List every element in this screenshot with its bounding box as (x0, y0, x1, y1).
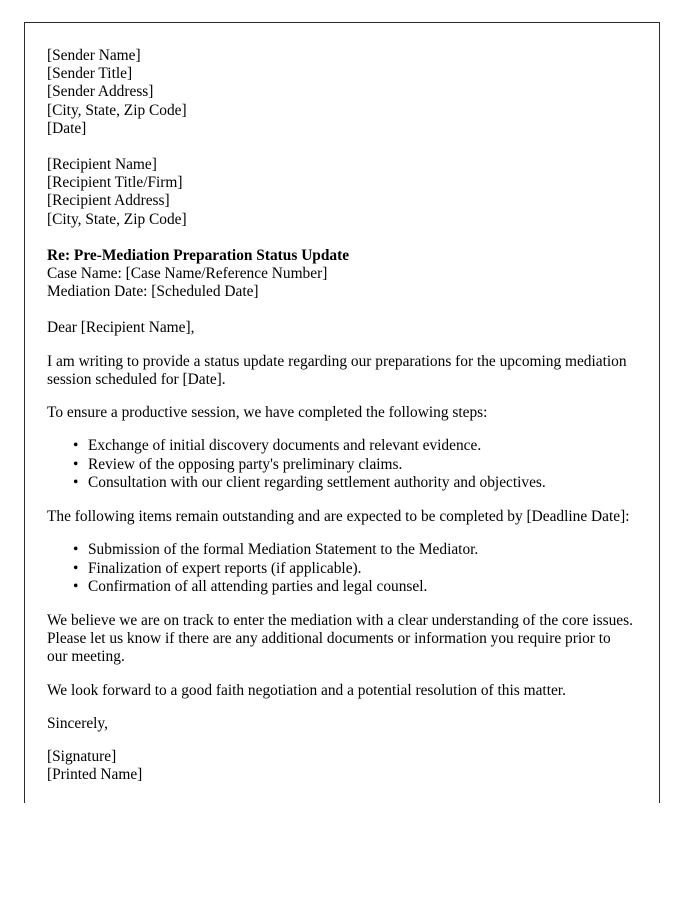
spacer-before-outstanding-list (47, 526, 633, 541)
sender-title: [Sender Title] (47, 65, 133, 83)
outstanding-item-text: Submission of the formal Mediation Statement to the Mediator. (88, 541, 479, 559)
list-item (47, 578, 633, 597)
outstanding-items-list (47, 541, 633, 597)
recipient-name: [Recipient Name] (47, 156, 157, 174)
recipient-title-firm: [Recipient Title/Firm] (47, 174, 183, 192)
spacer-before-completed-list (47, 422, 633, 437)
list-item (47, 560, 633, 579)
completed-step-text: Review of the opposing party's preliminary claims. (88, 455, 403, 473)
sender-name: [Sender Name] (47, 47, 141, 64)
list-item (47, 437, 633, 456)
spacer-after-salutation (47, 338, 633, 353)
printed-name-placeholder: [Printed Name] (47, 766, 143, 784)
outstanding-item-text: Confirmation of all attending parties and legal counsel. (88, 578, 428, 596)
signature-placeholder: [Signature] (47, 748, 117, 766)
recipient-city-state-zip: [City, State, Zip Code] (47, 210, 187, 228)
list-item (47, 456, 633, 475)
spacer-after-sender (47, 138, 633, 156)
list-item (47, 541, 633, 560)
completed-step-text: Consultation with our client regarding settlement authority and objectives. (88, 474, 546, 492)
paragraph-on-track: We believe we are on track to enter the mediation with a clear understanding of the core issues. Please let us know if there are any additional documents or information you require prior to our meeting. (47, 612, 633, 666)
sender-city-state-zip: [City, State, Zip Code] (47, 101, 187, 119)
paragraph-closing-statement: We look forward to a good faith negotiation and a potential resolution of this matter. (47, 681, 566, 699)
letter-body (47, 47, 633, 784)
spacer-before-closing (47, 700, 633, 715)
salutation: Dear [Recipient Name], (47, 319, 195, 337)
spacer-after-recipient (47, 229, 633, 247)
spacer-after-paragraph-intro (47, 389, 633, 404)
case-name-line: Case Name: [Case Name/Reference Number] (47, 265, 328, 283)
spacer-after-paragraph-on-track (47, 667, 633, 682)
paragraph-completed-lead-in: To ensure a productive session, we have completed the following steps: (47, 404, 488, 422)
spacer-after-outstanding-list (47, 597, 633, 612)
outstanding-item-text: Finalization of expert reports (if applicable). (88, 559, 362, 577)
paragraph-intro: I am writing to provide a status update regarding our preparations for the upcoming mediation session scheduled for [Date]. (47, 352, 627, 388)
list-item (47, 474, 633, 493)
letter-page (24, 22, 660, 803)
completed-steps-list (47, 437, 633, 493)
sender-address-block (47, 47, 633, 138)
letter-date: [Date] (47, 119, 87, 137)
closing-salutation: Sincerely, (47, 714, 108, 732)
recipient-address-block (47, 156, 633, 229)
spacer-before-signature (47, 733, 633, 748)
subject-line: Re: Pre-Mediation Preparation Status Update (47, 246, 350, 264)
recipient-address: [Recipient Address] (47, 192, 170, 210)
completed-step-text: Exchange of initial discovery documents and relevant evidence. (88, 437, 482, 455)
paragraph-outstanding-lead-in: The following items remain outstanding and are expected to be completed by [Deadline Date]: (47, 508, 630, 526)
mediation-date-line: Mediation Date: [Scheduled Date] (47, 283, 259, 301)
spacer-after-reference (47, 301, 633, 319)
signature-block (47, 748, 633, 784)
reference-block (47, 247, 633, 302)
spacer-after-completed-list (47, 493, 633, 508)
sender-address: [Sender Address] (47, 83, 154, 101)
